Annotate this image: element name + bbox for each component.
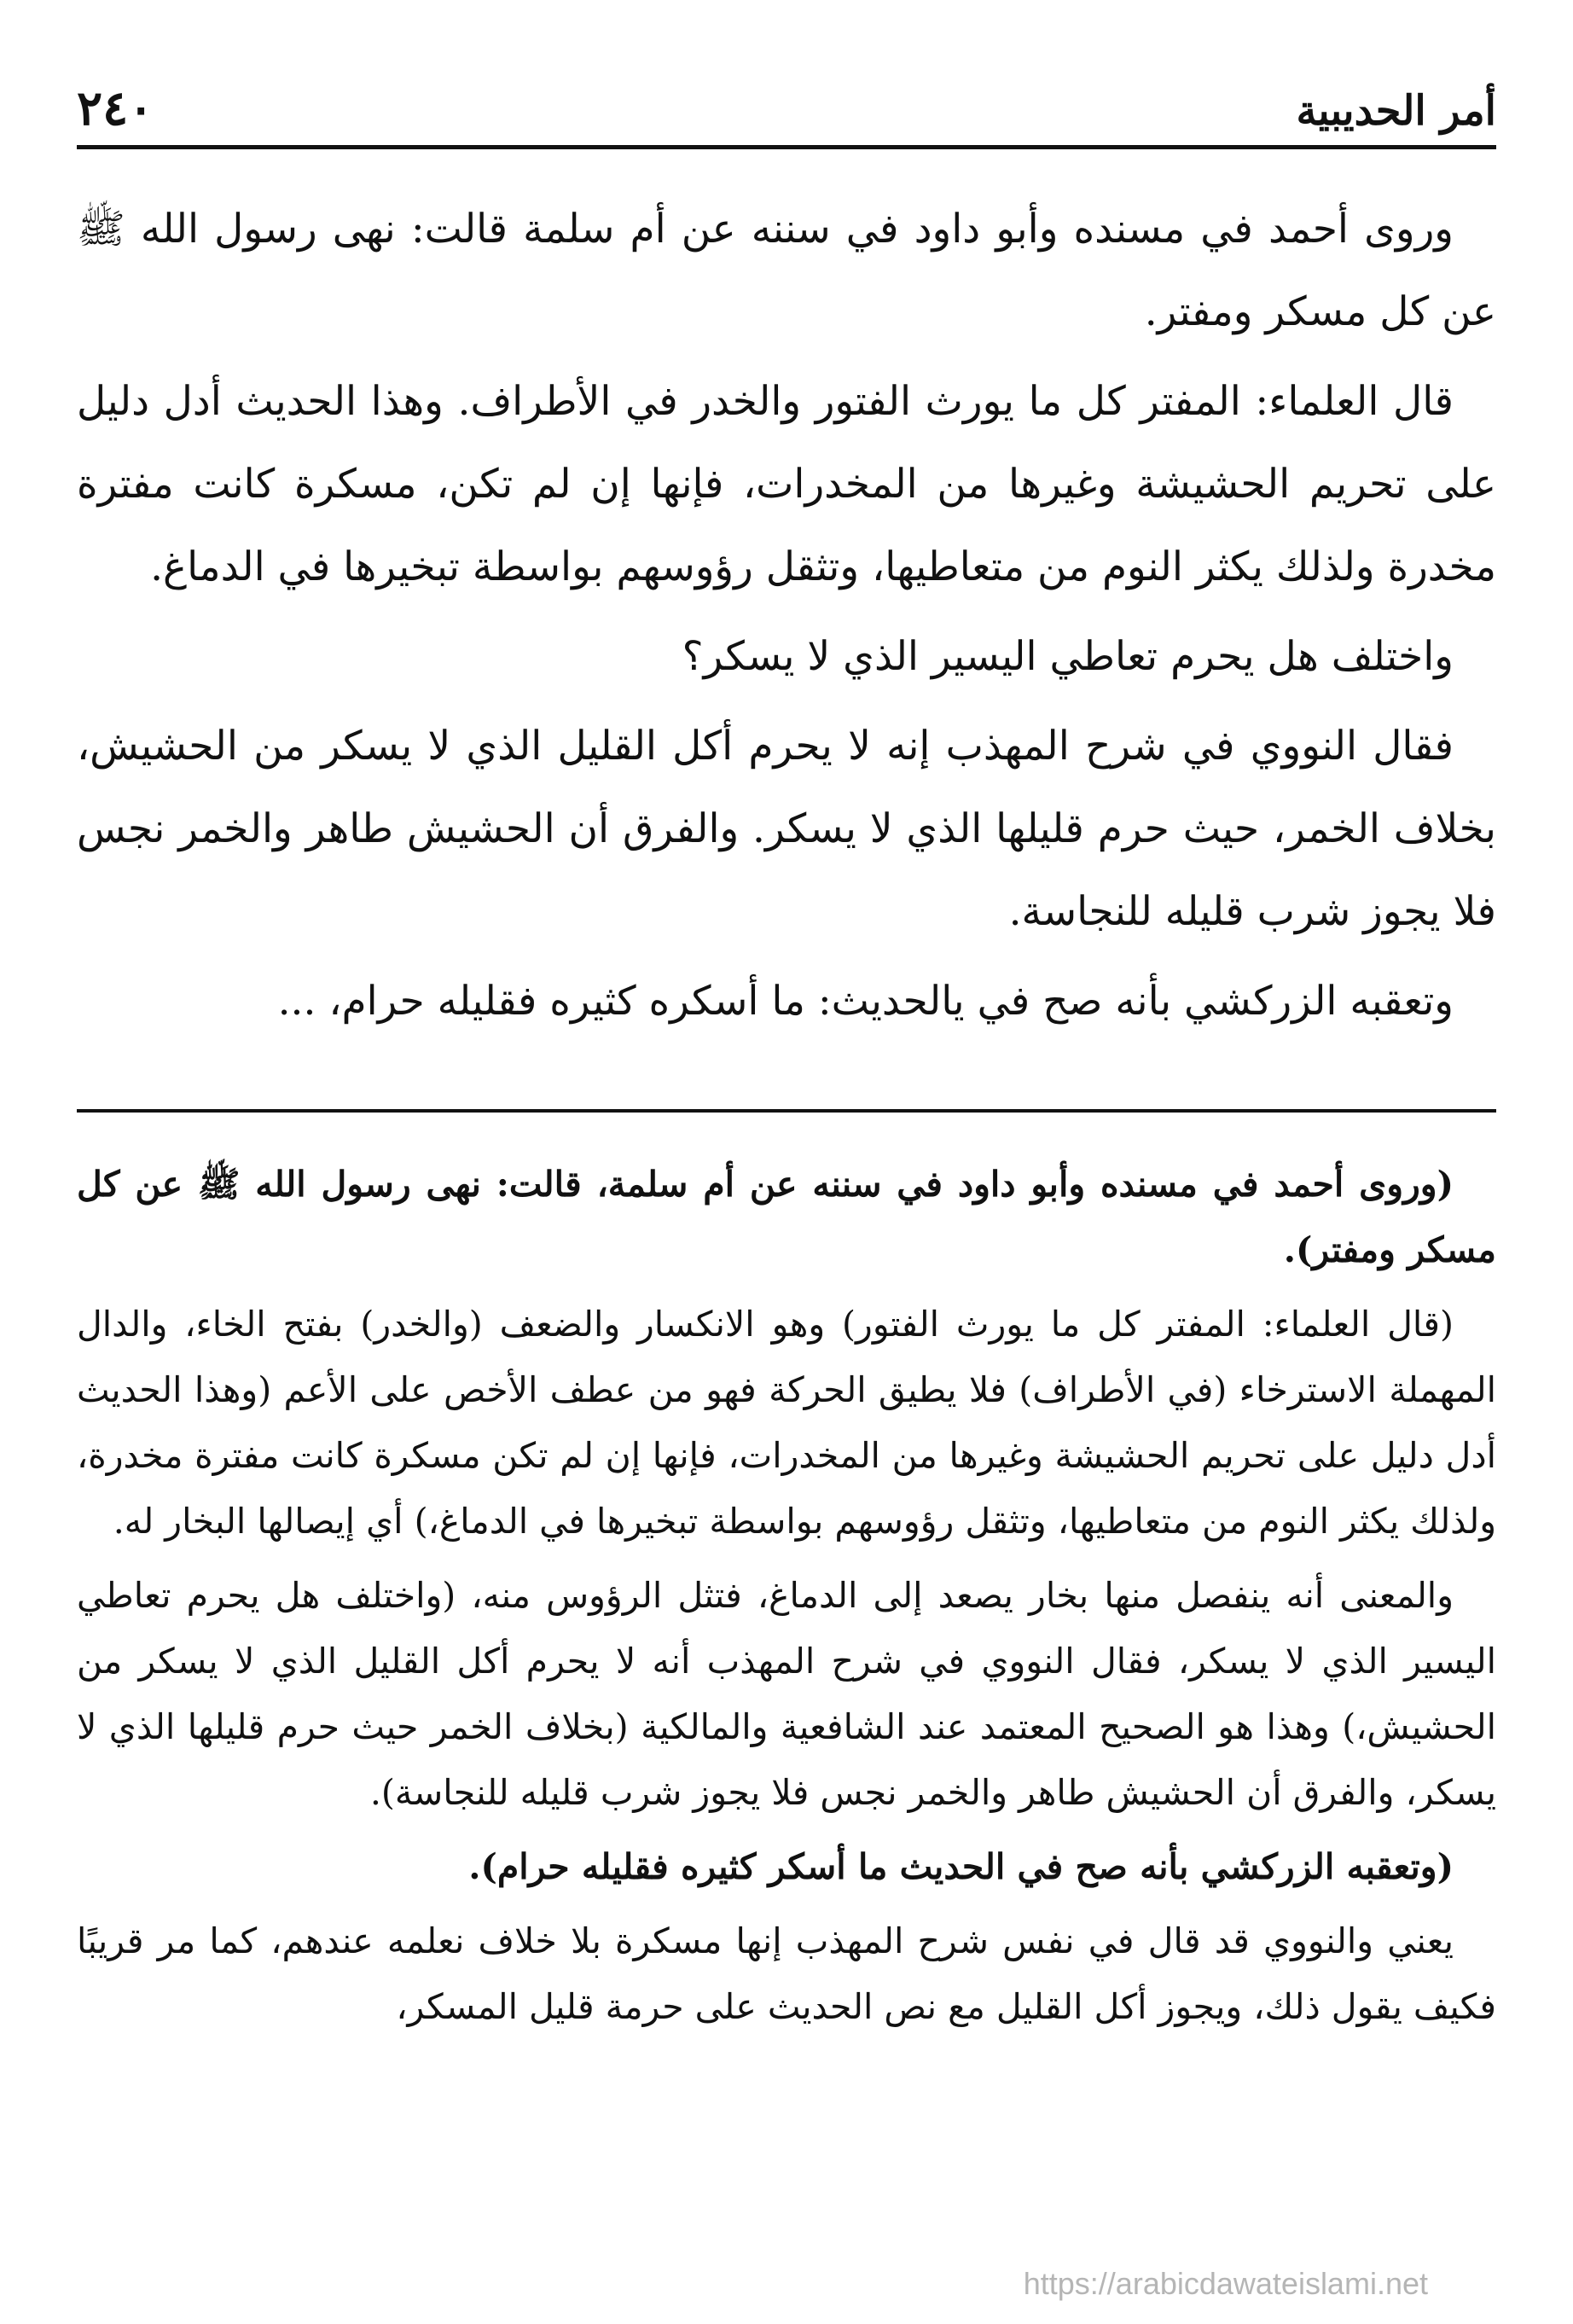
watermark-url: https://arabicdawateislami.net: [1023, 2266, 1428, 2301]
commentary-text: [77, 1152, 1496, 2048]
page-number: ٢٤٠: [77, 80, 154, 137]
matn-paragraph: فقال النووي في شرح المهذب إنه لا يحرم أكل القليل الذي لا يسكر من الحشيش، بخلاف الخمر، حيث حرم قليلها الذي لا يسكر. والفرق أن الحشيش طاهر والخمر نجس فلا يجوز شرب قليله للنجاسة.: [77, 723, 1496, 935]
commentary-paragraph: (قال العلماء: المفتر كل ما يورث الفتور) وهو الانكسار والضعف (والخدر) بفتح الخاء، والدال المهملة الاسترخاء (في الأطراف) فلا يطيق الحركة فهو من عطف الأخص على الأعم (وهذا الحديث أدل دليل على تحريم الحشيشة وغيرها من المخدرات، فإنها إن لم تكن مسكرة كانت مفترة مخدرة، ولذلك يكثر النوم من متعاطيها، وتثقل رؤوسهم بواسطة تبخيرها في الدماغ،) أي إيصالها البخار له.: [77, 1304, 1496, 1542]
matn-paragraph: وتعقبه الزركشي بأنه صح في يالحديث: ما أسكره كثيره فقليله حرام، ...: [277, 978, 1454, 1025]
matn-paragraph: وروى أحمد في مسنده وأبو داود في سننه عن أم سلمة قالت: نهى رسول الله ﷺ عن كل مسكر ومفتر.: [77, 206, 1496, 335]
commentary-paragraph: (وتعقبه الزركشي بأنه صح في الحديث ما أسكر كثيره فقليله حرام).: [468, 1846, 1454, 1887]
main-text: [77, 188, 1496, 1049]
commentary-paragraph: يعني والنووي قد قال في نفس شرح المهذب إنها مسكرة بلا خلاف نعلمه عندهم، كما مر قريبًا فكيف يقول ذلك، ويجوز أكل القليل مع نص الحديث على حرمة قليل المسكر،: [77, 1920, 1496, 2027]
section-divider: [77, 1109, 1496, 1113]
matn-paragraph: واختلف هل يحرم تعاطي اليسير الذي لا يسكر؟: [682, 633, 1454, 680]
matn-paragraph: قال العلماء: المفتر كل ما يورث الفتور والخدر في الأطراف. وهذا الحديث أدل دليل على تحريم الحشيشة وغيرها من المخدرات، فإنها إن لم تكن، مسكرة كانت مفترة مخدرة ولذلك يكثر النوم من متعاطيها، وتثقل رؤوسهم بواسطة تبخيرها في الدماغ.: [77, 378, 1496, 590]
running-header: [77, 60, 1496, 149]
commentary-paragraph: (وروى أحمد في مسنده وأبو داود في سننه عن أم سلمة، قالت: نهى رسول الله ﷺ عن كل مسكر ومفتر).: [77, 1164, 1496, 1270]
running-title: أمر الحديبية: [1296, 87, 1496, 135]
commentary-paragraph: والمعنى أنه ينفصل منها بخار يصعد إلى الدماغ، فتثل الرؤوس منه، (واختلف هل يحرم تعاطي اليسير الذي لا يسكر، فقال النووي في شرح المهذب أنه لا يحرم أكل القليل الذي لا يسكر من الحشيش،) وهذا هو الصحيح المعتمد عند الشافعية والمالكية (بخلاف الخمر حيث حرم قليلها الذي لا يسكر، والفرق أن الحشيش طاهر والخمر نجس فلا يجوز شرب قليله للنجاسة).: [77, 1575, 1496, 1813]
